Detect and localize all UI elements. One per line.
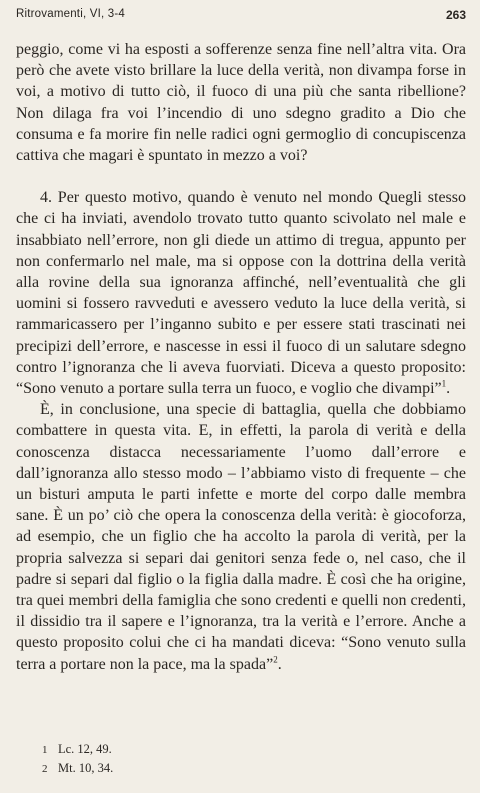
paragraph-2-text: 4. Per questo motivo, quando è venuto nel mondo Quegli stesso che ci ha inviati, avendolo trovato tutto quanto scivolato nel male e insabbiato nell’errore, non gli diede un attimo di tregua, appunto per non confermarlo nel male, ma si oppose con la dottrina della verità alla rovine della sua ignoranza affinché, nell’eventualità che gli uomini si fossero ravveduti e avessero veduto la luce della verità, si rammaricassero per l’inganno subito e per essere stati trascinati nei precipizi dell’errore, e nascesse in essi il fuoco di un salutare sdegno contro l’ignoranza che li aveva fuorviati. Diceva a questo proposito: “Sono venuto a portare sulla terra un fuoco, e voglio che divampi” xyxy=(16,189,466,398)
paragraph-3-end: . xyxy=(277,655,282,673)
paragraph-3-text: È, in conclusione, una specie di battaglia, quella che dobbiamo combattere in questa vita. E, in effetti, la parola di verità e della conoscenza distacca necessariamente l’uomo dall’errore e dall’ignoranza allo stesso modo – l’abbiamo visto di frequente – che un bisturi amputa le parti infette e morte del corpo dalle membra sane. È un po’ ciò che opera la conoscenza della verità: è giocoforza, ad esempio, che un figlio che ha accolto la parola di verità, per la propria salvezza si separi dai genitori senza fede o, nel caso, che il padre si separi dal figlio o la figlia dalla madre. È così che ha origine, tra quei membri della famiglia che sono credenti e quelli non credenti, il dissidio tra il sapere e l’ignoranza, tra la verità e l’errore. Anche a questo proposito colui che ci ha mandati diceva: “Sono venuto sulla terra a portare non la pace, ma la spada” xyxy=(16,401,466,673)
body-text xyxy=(16,39,466,675)
footnote-ref-2[interactable]: 2 xyxy=(273,654,278,665)
running-head-title: Ritrovamenti, VI, 3-4 xyxy=(16,8,126,20)
running-head xyxy=(16,8,466,26)
footnote-ref-1[interactable]: 1 xyxy=(441,378,447,389)
footnote-2-mark: 2 xyxy=(42,763,48,775)
footnote-1-text: Lc. 12, 49. xyxy=(58,742,112,756)
paragraph-2 xyxy=(16,187,466,399)
paragraph-3 xyxy=(16,399,466,675)
footnote-1-mark: 1 xyxy=(42,744,48,756)
footnote-2 xyxy=(42,759,113,778)
page-number: 263 xyxy=(445,8,466,22)
paragraph-1 xyxy=(16,39,466,166)
footnote-2-text: Mt. 10, 34. xyxy=(58,761,114,775)
paragraph-1-text: peggio, come vi ha esposti a sofferenze senza fine nell’altra vita. Ora però che avete visto brillare la luce della verità, non divampa forse in voi, a motivo di tutto ciò, il fuoco di una più che santa ribellione? Non dilaga fra voi l’incendio di uno sdegno gradito a Dio che consuma e fa morire fin nelle radici ogni germoglio di concupiscenza cattiva che magari è spuntato in mezzo a voi? xyxy=(16,41,466,165)
book-page xyxy=(16,0,466,793)
footnote-1 xyxy=(42,740,113,759)
footnotes xyxy=(42,740,113,778)
paragraph-2-end: . xyxy=(446,380,451,398)
